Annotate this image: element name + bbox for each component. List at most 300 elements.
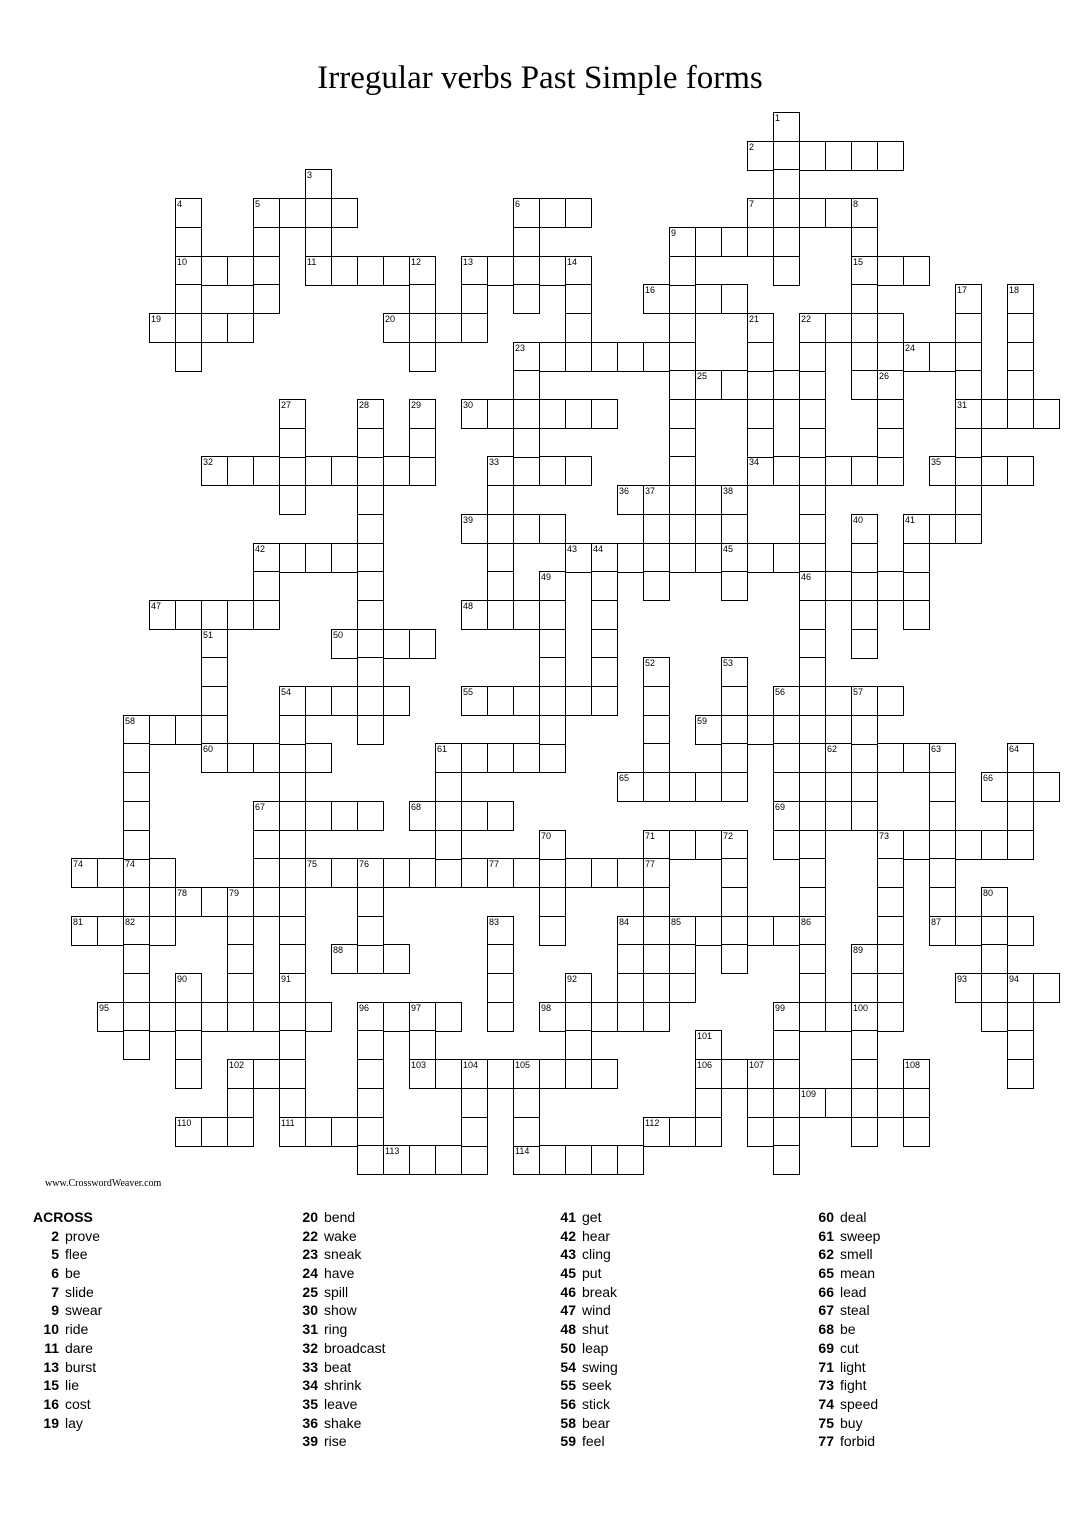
grid-cell[interactable] — [513, 428, 540, 458]
grid-cell[interactable] — [175, 600, 202, 630]
grid-cell[interactable] — [799, 657, 826, 687]
grid-cell[interactable] — [695, 1059, 722, 1089]
grid-cell[interactable] — [487, 801, 514, 831]
grid-cell[interactable] — [279, 887, 306, 917]
grid-cell[interactable] — [201, 629, 228, 659]
grid-cell[interactable] — [591, 686, 618, 716]
grid-cell[interactable] — [409, 256, 436, 286]
grid-cell[interactable] — [487, 485, 514, 515]
grid-cell[interactable] — [591, 629, 618, 659]
grid-cell[interactable] — [331, 944, 358, 974]
grid-cell[interactable] — [357, 1117, 384, 1147]
grid-cell[interactable] — [773, 169, 800, 199]
grid-cell[interactable] — [877, 858, 904, 888]
grid-cell[interactable] — [929, 801, 956, 831]
grid-cell[interactable] — [227, 916, 254, 946]
grid-cell[interactable] — [695, 830, 722, 860]
grid-cell[interactable] — [487, 686, 514, 716]
grid-cell[interactable] — [981, 456, 1008, 486]
grid-cell[interactable] — [435, 801, 462, 831]
grid-cell[interactable] — [409, 629, 436, 659]
grid-cell[interactable] — [877, 456, 904, 486]
grid-cell[interactable] — [539, 600, 566, 630]
grid-cell[interactable] — [799, 858, 826, 888]
grid-cell[interactable] — [721, 772, 748, 802]
grid-cell[interactable] — [955, 916, 982, 946]
grid-cell[interactable] — [981, 1002, 1008, 1032]
grid-cell[interactable] — [1007, 1002, 1034, 1032]
grid-cell[interactable] — [747, 916, 774, 946]
grid-cell[interactable] — [877, 571, 904, 601]
grid-cell[interactable] — [461, 1145, 488, 1175]
grid-cell[interactable] — [1007, 399, 1034, 429]
grid-cell[interactable] — [279, 456, 306, 486]
grid-cell[interactable] — [97, 858, 124, 888]
grid-cell[interactable] — [357, 715, 384, 745]
grid-cell[interactable] — [695, 715, 722, 745]
grid-cell[interactable] — [747, 715, 774, 745]
grid-cell[interactable] — [747, 456, 774, 486]
grid-cell[interactable] — [513, 198, 540, 228]
grid-cell[interactable] — [929, 743, 956, 773]
grid-cell[interactable] — [175, 973, 202, 1003]
grid-cell[interactable] — [279, 1002, 306, 1032]
grid-cell[interactable] — [799, 743, 826, 773]
grid-cell[interactable] — [669, 830, 696, 860]
grid-cell[interactable] — [539, 686, 566, 716]
grid-cell[interactable] — [279, 715, 306, 745]
grid-cell[interactable] — [851, 1059, 878, 1089]
grid-cell[interactable] — [331, 629, 358, 659]
grid-cell[interactable] — [461, 256, 488, 286]
grid-cell[interactable] — [201, 600, 228, 630]
grid-cell[interactable] — [461, 399, 488, 429]
grid-cell[interactable] — [357, 256, 384, 286]
grid-cell[interactable] — [461, 686, 488, 716]
grid-cell[interactable] — [955, 313, 982, 343]
grid-cell[interactable] — [227, 1088, 254, 1118]
grid-cell[interactable] — [643, 916, 670, 946]
grid-cell[interactable] — [357, 600, 384, 630]
grid-cell[interactable] — [669, 399, 696, 429]
grid-cell[interactable] — [1007, 916, 1034, 946]
grid-cell[interactable] — [305, 858, 332, 888]
grid-cell[interactable] — [383, 313, 410, 343]
grid-cell[interactable] — [305, 169, 332, 199]
grid-cell[interactable] — [825, 456, 852, 486]
grid-cell[interactable] — [513, 600, 540, 630]
grid-cell[interactable] — [669, 313, 696, 343]
grid-cell[interactable] — [591, 1145, 618, 1175]
grid-cell[interactable] — [799, 629, 826, 659]
grid-cell[interactable] — [201, 256, 228, 286]
grid-cell[interactable] — [357, 514, 384, 544]
grid-cell[interactable] — [201, 686, 228, 716]
grid-cell[interactable] — [149, 313, 176, 343]
grid-cell[interactable] — [955, 830, 982, 860]
grid-cell[interactable] — [721, 571, 748, 601]
grid-cell[interactable] — [799, 485, 826, 515]
grid-cell[interactable] — [149, 916, 176, 946]
grid-cell[interactable] — [903, 1059, 930, 1089]
grid-cell[interactable] — [669, 772, 696, 802]
grid-cell[interactable] — [669, 456, 696, 486]
grid-cell[interactable] — [695, 1117, 722, 1147]
grid-cell[interactable] — [747, 428, 774, 458]
grid-cell[interactable] — [1007, 1030, 1034, 1060]
grid-cell[interactable] — [227, 1059, 254, 1089]
grid-cell[interactable] — [435, 313, 462, 343]
grid-cell[interactable] — [253, 256, 280, 286]
grid-cell[interactable] — [253, 284, 280, 314]
grid-cell[interactable] — [747, 198, 774, 228]
grid-cell[interactable] — [123, 830, 150, 860]
grid-cell[interactable] — [201, 1002, 228, 1032]
grid-cell[interactable] — [357, 887, 384, 917]
grid-cell[interactable] — [851, 600, 878, 630]
grid-cell[interactable] — [565, 1030, 592, 1060]
grid-cell[interactable] — [565, 686, 592, 716]
grid-cell[interactable] — [903, 1117, 930, 1147]
grid-cell[interactable] — [279, 399, 306, 429]
grid-cell[interactable] — [773, 715, 800, 745]
grid-cell[interactable] — [1007, 830, 1034, 860]
grid-cell[interactable] — [721, 944, 748, 974]
grid-cell[interactable] — [643, 973, 670, 1003]
grid-cell[interactable] — [955, 284, 982, 314]
grid-cell[interactable] — [253, 858, 280, 888]
grid-cell[interactable] — [253, 456, 280, 486]
grid-cell[interactable] — [539, 571, 566, 601]
grid-cell[interactable] — [539, 657, 566, 687]
grid-cell[interactable] — [487, 944, 514, 974]
grid-cell[interactable] — [1007, 370, 1034, 400]
grid-cell[interactable] — [123, 944, 150, 974]
grid-cell[interactable] — [877, 399, 904, 429]
grid-cell[interactable] — [175, 715, 202, 745]
grid-cell[interactable] — [123, 1002, 150, 1032]
grid-cell[interactable] — [617, 858, 644, 888]
grid-cell[interactable] — [903, 256, 930, 286]
grid-cell[interactable] — [435, 830, 462, 860]
grid-cell[interactable] — [565, 313, 592, 343]
grid-cell[interactable] — [175, 284, 202, 314]
grid-cell[interactable] — [955, 370, 982, 400]
grid-cell[interactable] — [487, 1002, 514, 1032]
grid-cell[interactable] — [955, 428, 982, 458]
grid-cell[interactable] — [721, 686, 748, 716]
grid-cell[interactable] — [877, 1088, 904, 1118]
grid-cell[interactable] — [721, 858, 748, 888]
grid-cell[interactable] — [851, 456, 878, 486]
grid-cell[interactable] — [669, 342, 696, 372]
grid-cell[interactable] — [175, 1117, 202, 1147]
grid-cell[interactable] — [825, 686, 852, 716]
grid-cell[interactable] — [435, 1002, 462, 1032]
grid-cell[interactable] — [851, 198, 878, 228]
grid-cell[interactable] — [487, 916, 514, 946]
grid-cell[interactable] — [175, 1059, 202, 1089]
grid-cell[interactable] — [825, 1088, 852, 1118]
grid-cell[interactable] — [799, 772, 826, 802]
grid-cell[interactable] — [279, 1030, 306, 1060]
grid-cell[interactable] — [1007, 313, 1034, 343]
grid-cell[interactable] — [799, 571, 826, 601]
grid-cell[interactable] — [383, 1145, 410, 1175]
grid-cell[interactable] — [253, 743, 280, 773]
grid-cell[interactable] — [357, 686, 384, 716]
grid-cell[interactable] — [617, 543, 644, 573]
grid-cell[interactable] — [123, 801, 150, 831]
grid-cell[interactable] — [435, 772, 462, 802]
grid-cell[interactable] — [513, 686, 540, 716]
grid-cell[interactable] — [721, 743, 748, 773]
grid-cell[interactable] — [461, 1088, 488, 1118]
grid-cell[interactable] — [227, 1117, 254, 1147]
grid-cell[interactable] — [643, 485, 670, 515]
grid-cell[interactable] — [851, 1030, 878, 1060]
grid-cell[interactable] — [253, 801, 280, 831]
grid-cell[interactable] — [357, 858, 384, 888]
grid-cell[interactable] — [669, 973, 696, 1003]
grid-cell[interactable] — [357, 399, 384, 429]
grid-cell[interactable] — [799, 456, 826, 486]
grid-cell[interactable] — [539, 514, 566, 544]
grid-cell[interactable] — [513, 399, 540, 429]
grid-cell[interactable] — [591, 657, 618, 687]
grid-cell[interactable] — [773, 256, 800, 286]
grid-cell[interactable] — [175, 1030, 202, 1060]
grid-cell[interactable] — [487, 256, 514, 286]
grid-cell[interactable] — [279, 428, 306, 458]
grid-cell[interactable] — [357, 456, 384, 486]
grid-cell[interactable] — [201, 456, 228, 486]
grid-cell[interactable] — [903, 743, 930, 773]
grid-cell[interactable] — [279, 743, 306, 773]
grid-cell[interactable] — [799, 715, 826, 745]
grid-cell[interactable] — [409, 1059, 436, 1089]
grid-cell[interactable] — [357, 1002, 384, 1032]
grid-cell[interactable] — [903, 543, 930, 573]
grid-cell[interactable] — [773, 743, 800, 773]
grid-cell[interactable] — [565, 1002, 592, 1032]
grid-cell[interactable] — [643, 543, 670, 573]
grid-cell[interactable] — [513, 1117, 540, 1147]
grid-cell[interactable] — [799, 600, 826, 630]
grid-cell[interactable] — [357, 1059, 384, 1089]
grid-cell[interactable] — [1007, 743, 1034, 773]
grid-cell[interactable] — [539, 715, 566, 745]
grid-cell[interactable] — [903, 342, 930, 372]
grid-cell[interactable] — [981, 772, 1008, 802]
grid-cell[interactable] — [539, 916, 566, 946]
grid-cell[interactable] — [695, 772, 722, 802]
grid-cell[interactable] — [825, 571, 852, 601]
grid-cell[interactable] — [461, 1059, 488, 1089]
grid-cell[interactable] — [1007, 772, 1034, 802]
grid-cell[interactable] — [357, 916, 384, 946]
grid-cell[interactable] — [565, 256, 592, 286]
grid-cell[interactable] — [513, 227, 540, 257]
grid-cell[interactable] — [799, 801, 826, 831]
grid-cell[interactable] — [799, 141, 826, 171]
grid-cell[interactable] — [357, 801, 384, 831]
grid-cell[interactable] — [747, 543, 774, 573]
grid-cell[interactable] — [773, 1145, 800, 1175]
grid-cell[interactable] — [227, 973, 254, 1003]
grid-cell[interactable] — [773, 543, 800, 573]
grid-cell[interactable] — [981, 944, 1008, 974]
grid-cell[interactable] — [877, 887, 904, 917]
grid-cell[interactable] — [279, 858, 306, 888]
grid-cell[interactable] — [955, 514, 982, 544]
grid-cell[interactable] — [955, 456, 982, 486]
grid-cell[interactable] — [227, 887, 254, 917]
grid-cell[interactable] — [97, 1002, 124, 1032]
grid-cell[interactable] — [903, 571, 930, 601]
grid-cell[interactable] — [227, 456, 254, 486]
grid-cell[interactable] — [695, 1030, 722, 1060]
grid-cell[interactable] — [565, 284, 592, 314]
grid-cell[interactable] — [409, 342, 436, 372]
grid-cell[interactable] — [721, 715, 748, 745]
grid-cell[interactable] — [487, 600, 514, 630]
grid-cell[interactable] — [1007, 284, 1034, 314]
grid-cell[interactable] — [773, 1117, 800, 1147]
grid-cell[interactable] — [487, 858, 514, 888]
grid-cell[interactable] — [97, 916, 124, 946]
grid-cell[interactable] — [175, 887, 202, 917]
grid-cell[interactable] — [461, 514, 488, 544]
grid-cell[interactable] — [409, 399, 436, 429]
grid-cell[interactable] — [981, 973, 1008, 1003]
grid-cell[interactable] — [903, 514, 930, 544]
grid-cell[interactable] — [383, 456, 410, 486]
grid-cell[interactable] — [461, 313, 488, 343]
grid-cell[interactable] — [279, 830, 306, 860]
grid-cell[interactable] — [565, 198, 592, 228]
grid-cell[interactable] — [669, 944, 696, 974]
grid-cell[interactable] — [279, 686, 306, 716]
grid-cell[interactable] — [331, 686, 358, 716]
grid-cell[interactable] — [253, 227, 280, 257]
grid-cell[interactable] — [929, 830, 956, 860]
grid-cell[interactable] — [591, 543, 618, 573]
grid-cell[interactable] — [773, 370, 800, 400]
grid-cell[interactable] — [123, 973, 150, 1003]
grid-cell[interactable] — [747, 313, 774, 343]
grid-cell[interactable] — [461, 858, 488, 888]
grid-cell[interactable] — [123, 858, 150, 888]
grid-cell[interactable] — [305, 227, 332, 257]
grid-cell[interactable] — [487, 973, 514, 1003]
grid-cell[interactable] — [643, 743, 670, 773]
grid-cell[interactable] — [695, 485, 722, 515]
grid-cell[interactable] — [1007, 801, 1034, 831]
grid-cell[interactable] — [851, 1088, 878, 1118]
grid-cell[interactable] — [227, 1002, 254, 1032]
grid-cell[interactable] — [1007, 1059, 1034, 1089]
grid-cell[interactable] — [409, 313, 436, 343]
grid-cell[interactable] — [539, 743, 566, 773]
grid-cell[interactable] — [227, 313, 254, 343]
grid-cell[interactable] — [409, 858, 436, 888]
grid-cell[interactable] — [279, 485, 306, 515]
grid-cell[interactable] — [643, 686, 670, 716]
grid-cell[interactable] — [799, 399, 826, 429]
grid-cell[interactable] — [565, 1059, 592, 1089]
grid-cell[interactable] — [539, 456, 566, 486]
grid-cell[interactable] — [617, 485, 644, 515]
grid-cell[interactable] — [279, 1088, 306, 1118]
grid-cell[interactable] — [279, 543, 306, 573]
grid-cell[interactable] — [877, 141, 904, 171]
grid-cell[interactable] — [851, 801, 878, 831]
grid-cell[interactable] — [513, 342, 540, 372]
grid-cell[interactable] — [357, 1030, 384, 1060]
grid-cell[interactable] — [383, 858, 410, 888]
grid-cell[interactable] — [357, 657, 384, 687]
grid-cell[interactable] — [279, 944, 306, 974]
grid-cell[interactable] — [513, 456, 540, 486]
grid-cell[interactable] — [461, 801, 488, 831]
grid-cell[interactable] — [331, 1117, 358, 1147]
grid-cell[interactable] — [71, 916, 98, 946]
grid-cell[interactable] — [123, 887, 150, 917]
grid-cell[interactable] — [799, 944, 826, 974]
grid-cell[interactable] — [721, 657, 748, 687]
grid-cell[interactable] — [487, 543, 514, 573]
grid-cell[interactable] — [695, 227, 722, 257]
grid-cell[interactable] — [929, 514, 956, 544]
grid-cell[interactable] — [643, 657, 670, 687]
grid-cell[interactable] — [539, 399, 566, 429]
grid-cell[interactable] — [877, 743, 904, 773]
grid-cell[interactable] — [357, 543, 384, 573]
grid-cell[interactable] — [747, 370, 774, 400]
grid-cell[interactable] — [669, 227, 696, 257]
grid-cell[interactable] — [513, 1145, 540, 1175]
grid-cell[interactable] — [279, 916, 306, 946]
grid-cell[interactable] — [773, 1059, 800, 1089]
grid-cell[interactable] — [513, 284, 540, 314]
grid-cell[interactable] — [305, 1117, 332, 1147]
grid-cell[interactable] — [851, 944, 878, 974]
grid-cell[interactable] — [227, 743, 254, 773]
grid-cell[interactable] — [279, 772, 306, 802]
grid-cell[interactable] — [357, 428, 384, 458]
grid-cell[interactable] — [721, 370, 748, 400]
grid-cell[interactable] — [305, 256, 332, 286]
grid-cell[interactable] — [331, 858, 358, 888]
grid-cell[interactable] — [851, 227, 878, 257]
grid-cell[interactable] — [773, 112, 800, 142]
grid-cell[interactable] — [929, 342, 956, 372]
grid-cell[interactable] — [669, 543, 696, 573]
grid-cell[interactable] — [409, 1030, 436, 1060]
grid-cell[interactable] — [1007, 456, 1034, 486]
grid-cell[interactable] — [851, 284, 878, 314]
grid-cell[interactable] — [253, 198, 280, 228]
grid-cell[interactable] — [721, 916, 748, 946]
grid-cell[interactable] — [357, 944, 384, 974]
grid-cell[interactable] — [201, 657, 228, 687]
grid-cell[interactable] — [1033, 399, 1060, 429]
grid-cell[interactable] — [825, 801, 852, 831]
grid-cell[interactable] — [539, 887, 566, 917]
grid-cell[interactable] — [591, 600, 618, 630]
grid-cell[interactable] — [721, 1059, 748, 1089]
